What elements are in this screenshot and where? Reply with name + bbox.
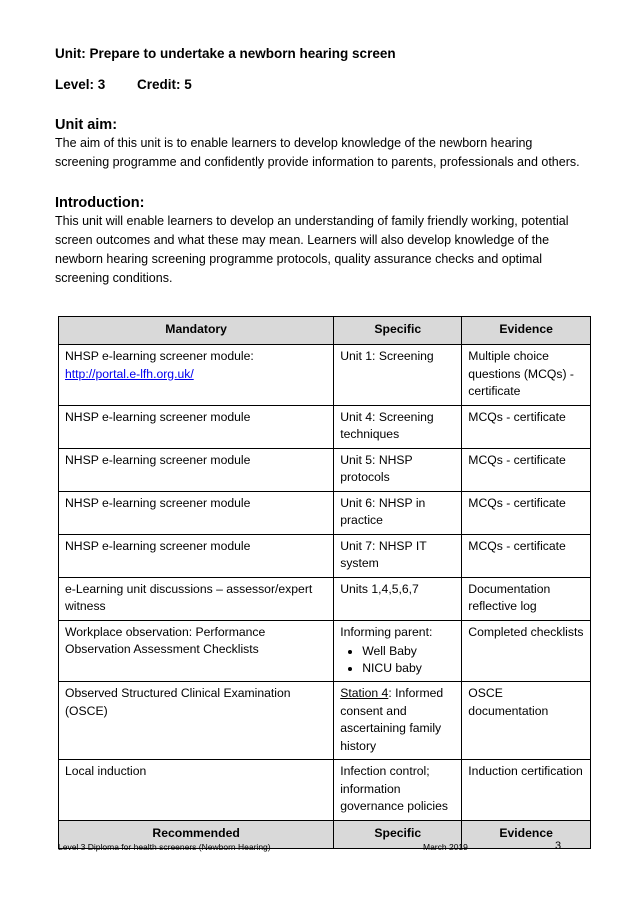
cell-evidence: MCQs - certificate: [462, 448, 591, 491]
cell-evidence: MCQs - certificate: [462, 534, 591, 577]
header-recommended: Recommended: [59, 820, 334, 848]
cell-mandatory: NHSP e-learning screener module: [59, 405, 334, 448]
cell-evidence: Multiple choice questions (MCQs) - certificate: [462, 345, 591, 406]
cell-specific-text: : Informed consent and ascertaining family history: [340, 686, 444, 753]
table-row: [59, 491, 591, 534]
cell-specific: [334, 682, 462, 760]
bullet-list: [340, 643, 455, 677]
header-evidence: Evidence: [462, 820, 591, 848]
header-evidence: Evidence: [462, 317, 591, 345]
table-row: [59, 345, 591, 406]
cell-evidence: MCQs - certificate: [462, 405, 591, 448]
cell-mandatory: NHSP e-learning screener module: [59, 448, 334, 491]
credit-label: Credit: 5: [137, 77, 192, 92]
table-row: [59, 620, 591, 682]
cell-specific-text: Informing parent:: [340, 624, 433, 639]
unit-aim-heading: Unit aim:: [55, 117, 118, 133]
cell-specific: Unit 6: NHSP in practice: [334, 491, 462, 534]
header-mandatory: Mandatory: [59, 317, 334, 345]
cell-mandatory: NHSP e-learning screener module: [59, 534, 334, 577]
cell-evidence: Documentation reflective log: [462, 577, 591, 620]
footer-date: March 2019: [423, 842, 468, 852]
list-item: • NICU baby: [362, 660, 455, 677]
cell-specific: Unit 7: NHSP IT system: [334, 534, 462, 577]
cell-evidence: OSCE documentation: [462, 682, 591, 760]
introduction-heading: Introduction:: [55, 195, 145, 211]
header-specific: Specific: [334, 317, 462, 345]
cell-evidence: Completed checklists: [462, 620, 591, 682]
cell-mandatory: Workplace observation: Performance Observation Assessment Checklists: [59, 620, 334, 682]
cell-evidence: MCQs - certificate: [462, 491, 591, 534]
footer-document-title: Level 3 Diploma for health screeners (Newborn Hearing): [58, 842, 271, 852]
station-label: Station 4: [340, 686, 389, 700]
cell-mandatory: [59, 345, 334, 406]
introduction-section: [55, 195, 580, 288]
unit-aim-text: The aim of this unit is to enable learners to develop knowledge of the newborn hearing screening programme and confidently provide information to parents, professionals and others.: [55, 136, 580, 169]
cell-evidence: Induction certification: [462, 760, 591, 821]
cell-mandatory-text: NHSP e-learning screener module:: [65, 349, 254, 363]
table-row: [59, 682, 591, 760]
unit-aim-section: [55, 117, 580, 172]
list-item: • Well Baby: [362, 643, 455, 660]
level-credit-row: [55, 77, 192, 92]
table-row: [59, 405, 591, 448]
level-label: Level: 3: [55, 77, 106, 92]
header-specific: Specific: [334, 820, 462, 848]
introduction-text: This unit will enable learners to develop an understanding of family friendly working, potential screen outcomes and what these may mean. Learners will also develop knowledge of the newborn hearing screening programme protocols, quality assurance checks and optimal screening conditions.: [55, 214, 569, 285]
cell-mandatory: Local induction: [59, 760, 334, 821]
unit-title: Unit: Prepare to undertake a newborn hearing screen: [55, 46, 396, 61]
cell-specific: Units 1,4,5,6,7: [334, 577, 462, 620]
table-row: [59, 577, 591, 620]
cell-mandatory: Observed Structured Clinical Examination (OSCE): [59, 682, 334, 760]
table-row: [59, 760, 591, 821]
table-row: [59, 448, 591, 491]
table-header-row: [59, 317, 591, 345]
portal-link[interactable]: http://portal.e-lfh.org.uk/: [65, 366, 194, 381]
cell-mandatory: e-Learning unit discussions – assessor/expert witness: [59, 577, 334, 620]
page-number: 3: [555, 840, 562, 852]
mandatory-units-table: [58, 316, 591, 849]
cell-specific: Infection control; information governance policies: [334, 760, 462, 821]
cell-specific: Unit 4: Screening techniques: [334, 405, 462, 448]
cell-mandatory: NHSP e-learning screener module: [59, 491, 334, 534]
cell-specific: Unit 5: NHSP protocols: [334, 448, 462, 491]
cell-specific: Unit 1: Screening: [334, 345, 462, 406]
cell-specific: [334, 620, 462, 682]
table-row: [59, 534, 591, 577]
